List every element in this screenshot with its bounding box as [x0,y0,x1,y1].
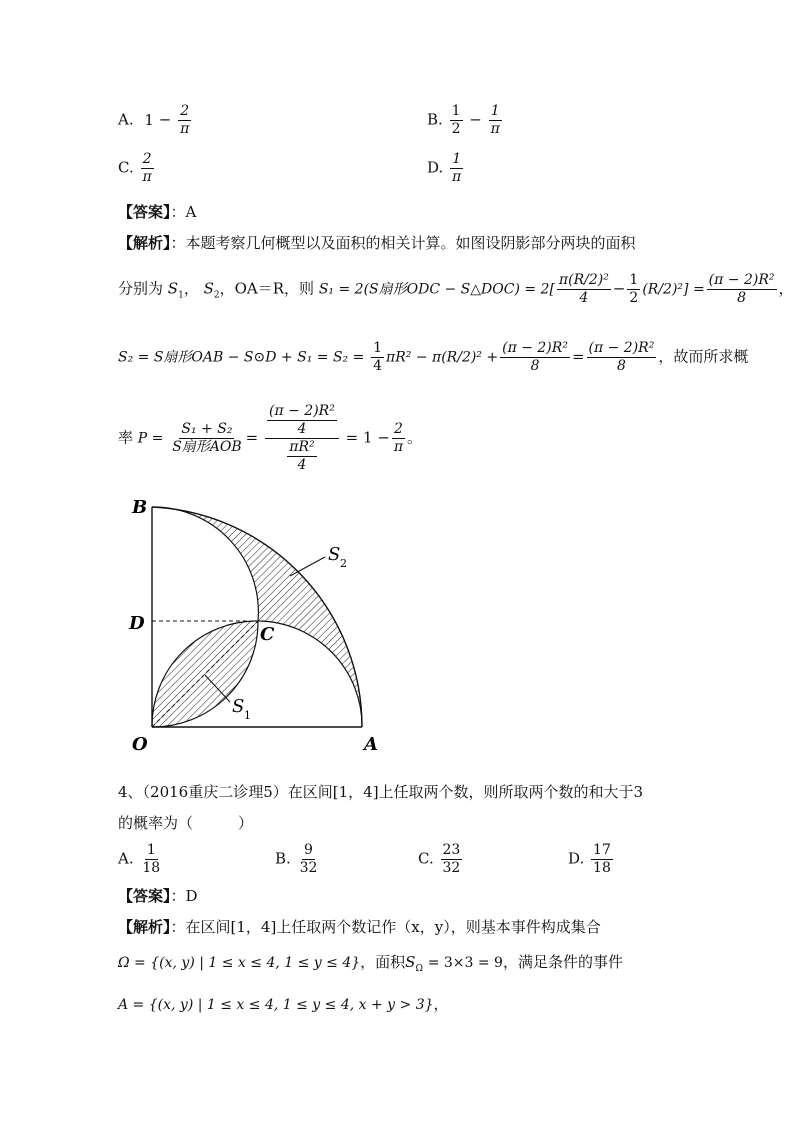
analysis-text: ：在区间[1，4]上任取两个数记作（x，y），则基本事件构成集合 [170,918,601,936]
math-expression: πR² − π(R/2)² + [386,349,499,366]
option-fraction [441,842,463,877]
q4-option-a [118,842,164,877]
option-fraction [140,842,162,877]
fraction-denominator: π [180,121,190,137]
q3-analysis-line4 [118,403,422,474]
label-d: D [129,613,145,634]
math-fraction [392,421,405,456]
option-fraction [298,842,320,877]
q4-option-d [568,842,615,877]
math-subscript: 2 [213,290,220,301]
math-subscript: Ω [415,964,423,974]
fraction-denominator: 8 [530,358,540,374]
fraction-numerator: 1 [490,103,500,119]
option-label: C. [118,158,134,177]
analysis-text: ：本题考察几何概型以及面积的相关计算。如图设阴影部分两块的面积 [170,234,636,252]
analysis-tag: 【解析】 [118,234,171,252]
leader-s2 [290,557,325,576]
option-fraction [489,103,502,138]
fraction-denominator: 8 [616,358,626,374]
fraction-numerator: 1 [629,272,639,288]
q4-analysis-line3 [118,994,449,1015]
fraction-numerator: (π − 2)R² [588,340,655,356]
math-symbol: S [203,279,214,298]
fraction-denominator: 4 [579,290,589,306]
q3-analysis-line3 [118,340,748,375]
label-o: O [132,734,148,755]
analysis-tag: 【解析】 [118,918,171,936]
fraction-numerator: 2 [180,103,190,119]
fraction-numerator: 2 [142,151,152,167]
fraction-denominator: 2 [629,290,639,306]
answer-tag: 【答案】 [118,887,171,905]
fraction-numerator: π(R/2)² [558,272,609,288]
math-fraction [371,340,384,375]
label-s1-sub: 1 [244,709,251,722]
label-s1: S [232,696,245,717]
q3-analysis-line2 [118,272,794,307]
math-expression: = 1 − [345,428,390,447]
q4-analysis-line2 [118,952,623,979]
option-fraction [141,151,154,186]
analysis-text: 分别为 [118,279,164,298]
q4-answer [118,886,198,906]
fraction-denominator: S扇形AOB [172,439,242,455]
fraction-denominator: 8 [737,290,747,306]
option-label: C. [418,849,434,868]
q3-option-b [427,103,504,138]
math-subscript: 1 [178,290,184,301]
analysis-text: ，OA＝R，则 [219,279,315,298]
option-label: D. [568,849,585,868]
math-expression: S₂ = S扇形OAB − S⊙D + S₁ = S₂ = [118,349,365,366]
geometry-figure [120,490,400,755]
analysis-text: ， [778,279,794,298]
answer-value: ：A [170,203,197,221]
q3-option-c [118,151,156,186]
q3-analysis-line1 [118,233,636,253]
compound-denominator [285,439,318,474]
fraction-numerator: 23 [442,842,461,858]
option-label: A. [118,849,134,868]
fraction-denominator: π [393,439,404,455]
fraction-denominator: π [490,121,500,137]
answer-tag: 【答案】 [118,203,171,221]
option-fraction [178,103,191,138]
analysis-text: ，满足条件的事件 [502,953,623,971]
math-symbol: S [405,953,416,971]
answer-value: ：D [170,887,198,905]
option-fraction [450,103,463,138]
fraction-numerator: (π − 2)R² [708,272,775,288]
fraction-numerator: 1 [452,151,462,167]
analysis-text: ， [183,279,199,298]
fraction-denominator: 4 [297,457,307,473]
fraction-denominator: 32 [299,860,318,876]
analysis-text: 率 [118,428,134,447]
math-fraction [557,272,611,307]
label-b: B [132,497,148,518]
option-label: A. [118,110,134,129]
q3-option-a [118,103,193,138]
math-expression: = [571,347,585,366]
math-set: Ω = {(x, y) | 1 ≤ x ≤ 4, 1 ≤ y ≤ 4} [118,955,361,971]
q4-option-c [418,842,464,877]
q3-option-d [427,151,465,186]
option-label: D. [427,158,444,177]
option-label: B. [275,849,291,868]
label-a: A [364,734,378,755]
math-expression: P = [137,430,164,447]
option-text: − [469,110,482,129]
fraction-numerator: 9 [304,842,313,858]
fraction-denominator: π [452,169,462,185]
math-fraction [500,340,570,375]
math-symbol: S [167,279,179,298]
fraction-numerator: πR² [289,439,315,455]
fraction-denominator: 4 [297,421,307,437]
math-fraction [627,272,640,307]
fraction-denominator: 32 [442,860,461,876]
math-expression: S₁ = 2(S扇形ODC − S△DOC) = 2[ [318,281,555,298]
fraction-numerator: 1 [373,340,383,356]
fraction-denominator: 4 [373,358,383,374]
math-set: A = {(x, y) | 1 ≤ x ≤ 4, 1 ≤ y ≤ 4, x + y > 3} [118,997,434,1013]
option-text: − [158,110,172,129]
fraction-denominator: 18 [142,860,161,876]
math-expression: = [245,428,259,447]
q4-stem-line1: 4、（2016重庆二诊理5）在区间[1，4]上任取两个数，则所取两个数的和大于3 [118,783,644,801]
option-fraction [591,842,613,877]
label-c: C [260,624,275,645]
fraction-numerator: (π − 2)R² [269,403,335,419]
fraction-denominator: 18 [593,860,611,876]
analysis-text: ，面积 [360,953,406,971]
math-expression: (R/2)²] = [642,281,705,298]
math-fraction [587,340,657,375]
compound-numerator [265,403,339,439]
analysis-text: ， [433,995,449,1013]
q3-answer [118,202,196,222]
fraction-numerator: (π − 2)R² [502,340,568,356]
fraction-numerator: 17 [593,842,611,858]
fraction-numerator: 1 [451,103,461,119]
fraction-numerator: 1 [146,842,156,858]
fraction-numerator: S₁ + S₂ [181,421,233,437]
analysis-text: 。 [407,428,423,447]
fraction-numerator: 2 [393,421,403,437]
q4-analysis-line1 [118,917,601,937]
option-label: B. [427,110,443,129]
math-expression: − [612,279,626,298]
q4-option-b [275,842,321,877]
math-compound-fraction [265,403,339,474]
math-expression: = 3×3 = 9 [427,955,503,971]
math-fraction [707,272,777,307]
q4-stem-line2: 的概率为（ ） [118,814,254,832]
math-fraction [170,421,243,456]
label-s2: S [328,544,341,565]
fraction-denominator: π [142,169,152,185]
analysis-text: ，故而所求概 [658,347,749,366]
option-text: 1 [144,110,154,129]
fraction-denominator: 2 [451,121,461,137]
option-fraction [450,151,463,186]
label-s2-sub: 2 [340,557,347,570]
